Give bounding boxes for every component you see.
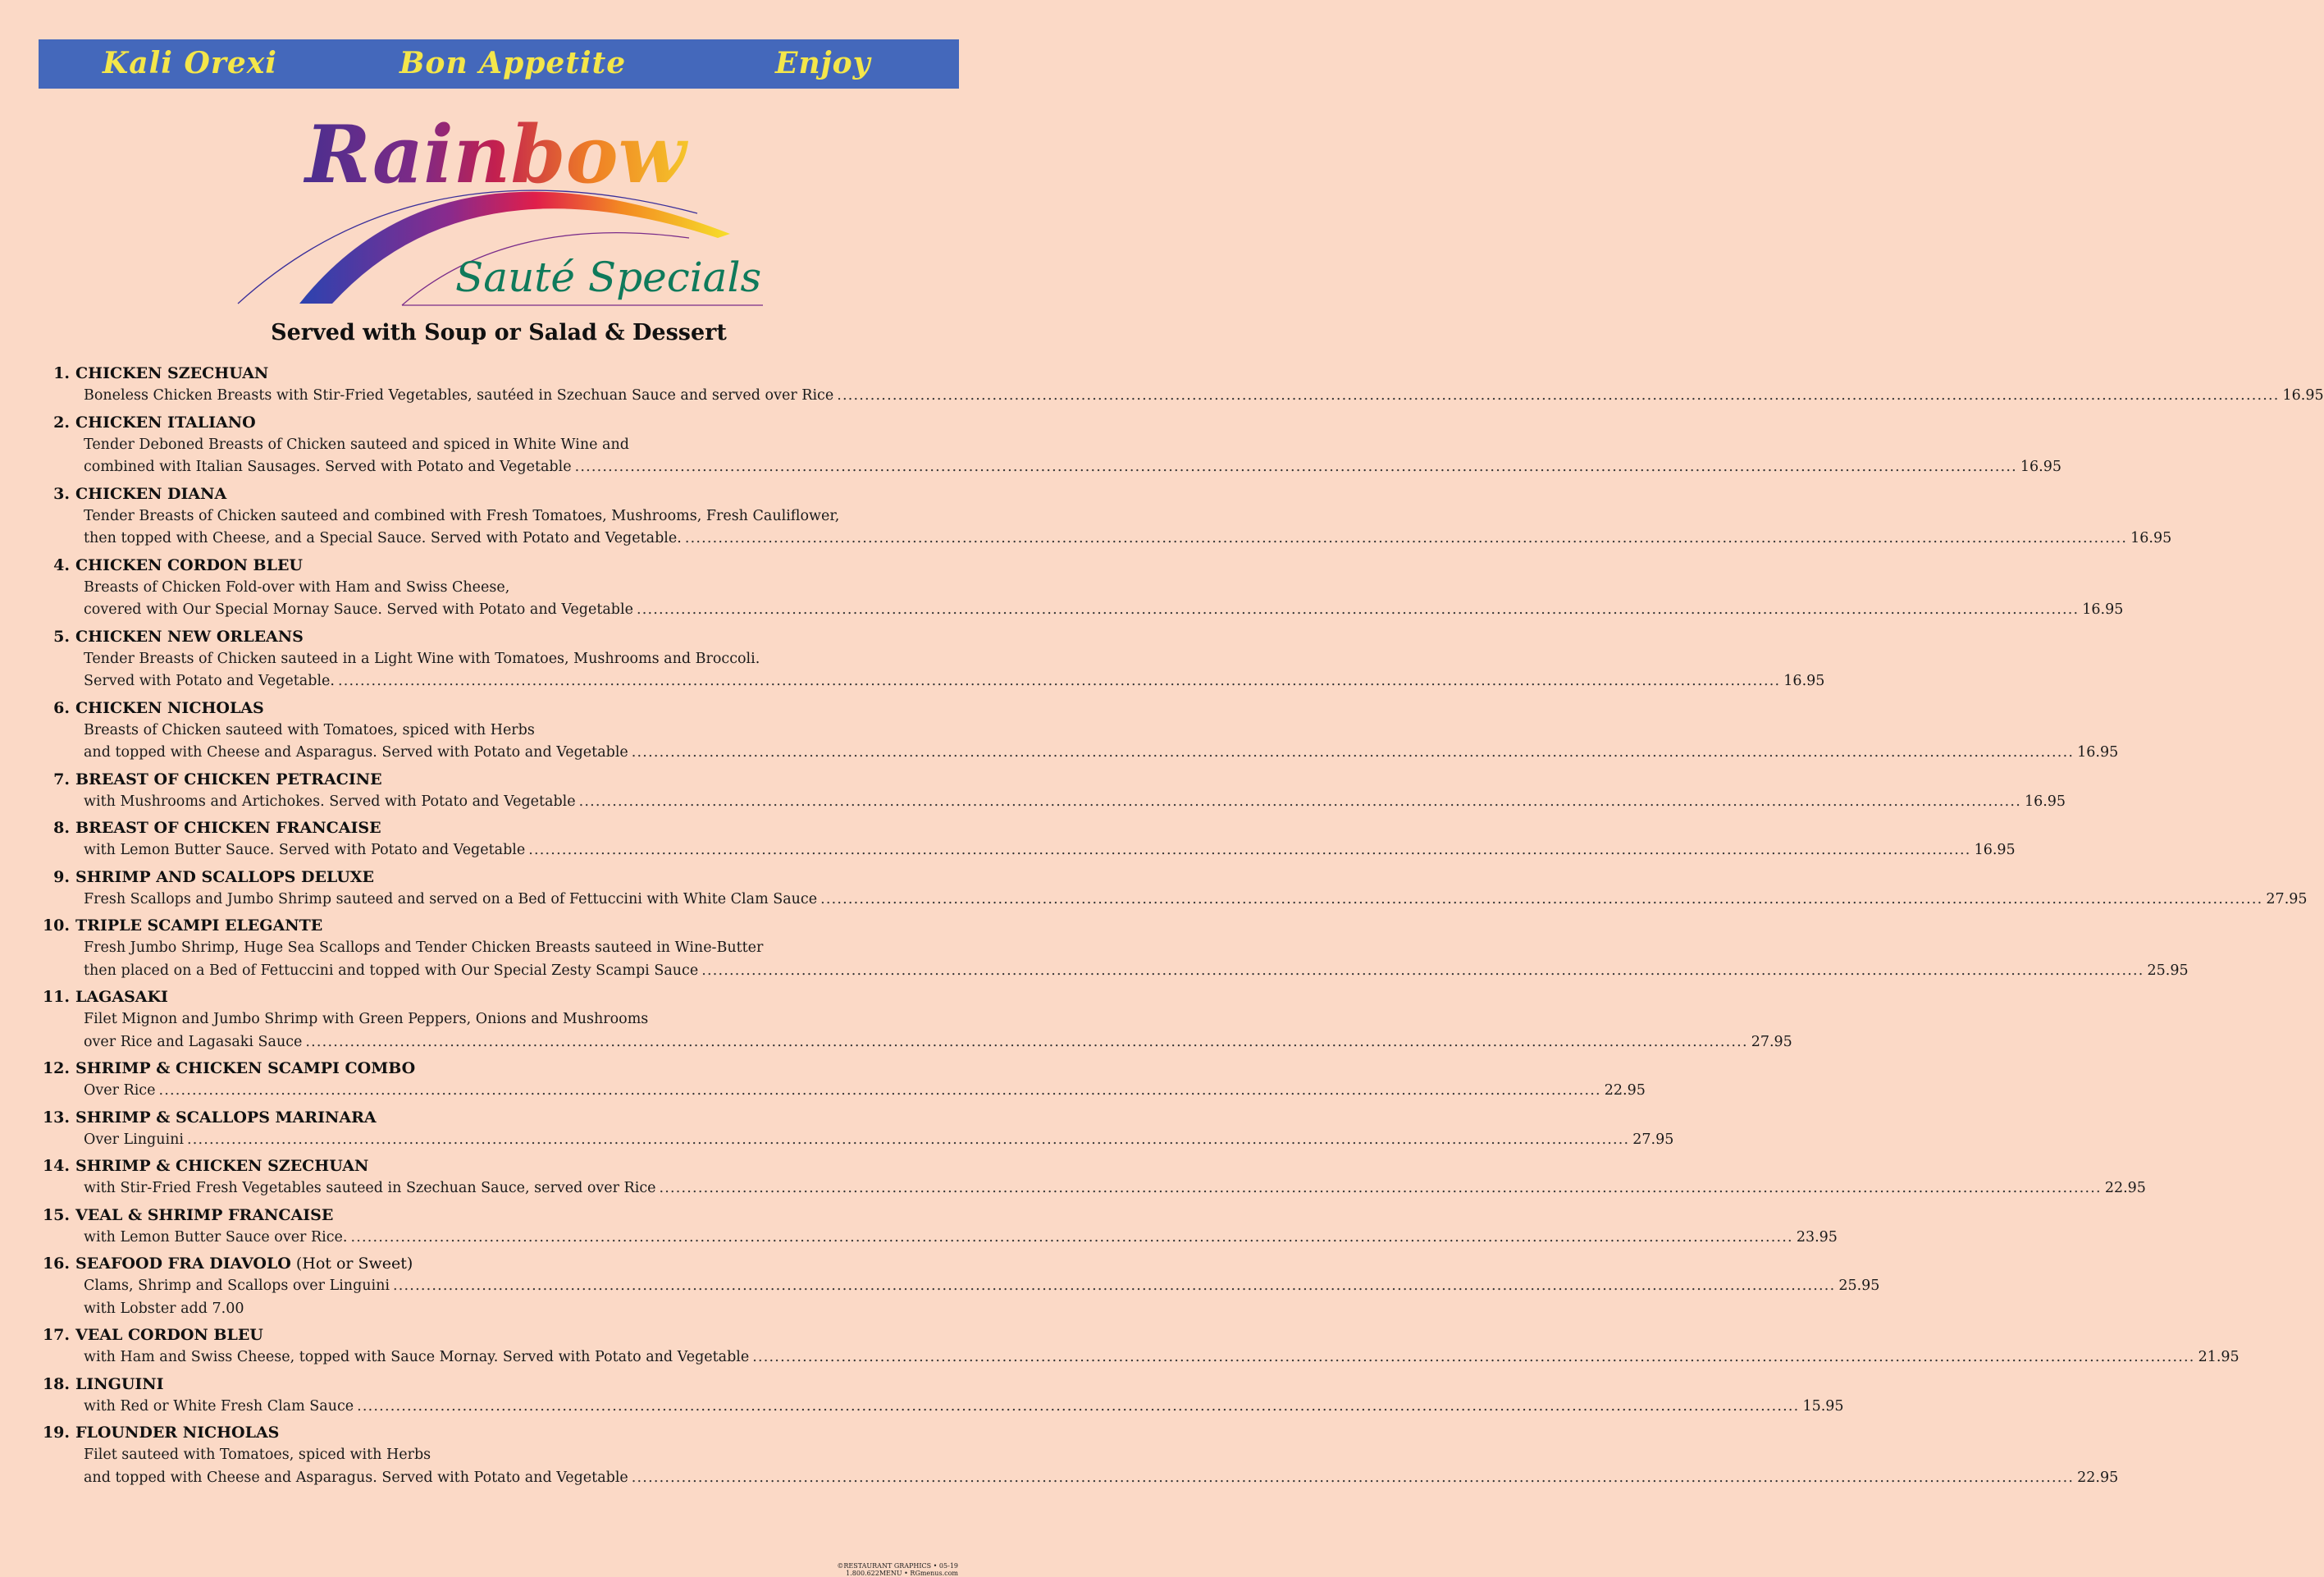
menu-item-price-line (39, 670, 1825, 693)
greeting-banner (39, 39, 959, 89)
banner-greeting-left: Kali Orexi (103, 46, 277, 80)
menu-item-price: 16.95 (1783, 673, 1825, 689)
menu-item-description: Breasts of Chicken Fold-over with Ham and Swiss Cheese, (84, 578, 510, 596)
dot-leader: .................................................................................................................................................................................................................................................................... (636, 601, 2080, 618)
menu-item-name: SHRIMP & SCALLOPS MARINARA (75, 1108, 377, 1127)
menu-item (39, 986, 1792, 1054)
dot-leader: .................................................................................................................................................................................................................................................................... (393, 1278, 1836, 1294)
dot-leader: .................................................................................................................................................................................................................................................................... (350, 1228, 1793, 1246)
menu-item-price-line (39, 1467, 2119, 1490)
menu-item (39, 769, 2066, 814)
rainbow-logo (230, 90, 771, 312)
menu-item-name: CHICKEN NICHOLAS (75, 698, 264, 717)
menu-item-price: 15.95 (1802, 1397, 1844, 1415)
menu-item-description: Tender Deboned Breasts of Chicken sauteed and spiced in White Wine and (84, 436, 629, 453)
menu-item-description: then topped with Cheese, and a Special Sauce. Served with Potato and Vegetable. (84, 530, 682, 546)
menu-item-heading (39, 1107, 959, 1129)
dot-leader: .................................................................................................................................................................................................................................................................... (337, 673, 1781, 689)
menu-item-description: and topped with Cheese and Asparagus. Served with Potato and Vegetable (84, 744, 628, 761)
menu-item-number: 14. (42, 1157, 70, 1175)
menu-item-price: 16.95 (1974, 842, 2016, 858)
menu-item-number: 2. (53, 413, 70, 432)
dot-leader: .................................................................................................................................................................................................................................................................... (701, 962, 2144, 979)
menu-item-price-line (39, 960, 2189, 983)
dot-leader: .................................................................................................................................................................................................................................................................... (752, 1349, 2195, 1365)
menu-item-price-line (39, 791, 2066, 814)
menu-item-description: Fresh Jumbo Shrimp, Huge Sea Scallops and Tender Chicken Breasts sauteed in Wine-Butter (84, 939, 764, 956)
menu-item-description: combined with Italian Sausages. Served with Potato and Vegetable (84, 459, 572, 475)
dot-leader: .................................................................................................................................................................................................................................................................... (305, 1033, 1748, 1050)
menu-item-price-line (39, 1396, 1844, 1419)
menu-item-price-line (39, 742, 2119, 765)
menu-item (39, 412, 2062, 479)
menu-item-description: then placed on a Bed of Fettuccini and topped with Our Special Zesty Scampi Sauce (84, 962, 699, 979)
menu-item-number: 5. (53, 627, 70, 646)
menu-item-price: 16.95 (2077, 744, 2119, 761)
dot-leader: .................................................................................................................................................................................................................................................................... (659, 1180, 2102, 1196)
menu-item-price-line (39, 1031, 1792, 1054)
menu-item-heading (39, 555, 959, 577)
menu-item-price-line (39, 385, 2324, 408)
menu-item-price: 23.95 (1796, 1228, 1838, 1246)
menu-item-name: CHICKEN DIANA (75, 484, 227, 503)
banner-greeting-center: Bon Appetite (400, 46, 627, 80)
dot-leader: .................................................................................................................................................................................................................................................................... (631, 1469, 2075, 1486)
menu-item-price-line (39, 839, 2016, 862)
dot-leader: .................................................................................................................................................................................................................................................................... (631, 744, 2075, 761)
menu-item-description: Filet sauteed with Tomatoes, spiced with Herbs (84, 1447, 431, 1463)
menu-item-number: 17. (42, 1326, 70, 1344)
menu-item-description: Served with Potato and Vegetable. (84, 673, 335, 689)
menu-item (39, 915, 2189, 982)
menu-item-description: with Stir-Fried Fresh Vegetables sauteed in Szechuan Sauce, served over Rice (84, 1180, 656, 1196)
menu-item-price: 16.95 (2082, 601, 2124, 618)
menu-item-description: Tender Breasts of Chicken sauteed in a Light Wine with Tomatoes, Mushrooms and Broccoli. (84, 650, 760, 667)
menu-item (39, 1374, 1844, 1419)
menu-item-price: 27.95 (1751, 1033, 1792, 1050)
menu-item-heading (39, 626, 959, 648)
menu-item-number: 4. (53, 555, 70, 574)
dot-leader: .................................................................................................................................................................................................................................................................... (357, 1397, 1800, 1415)
menu-subtitle: Served with Soup or Salad & Dessert (271, 320, 727, 345)
dot-leader: .................................................................................................................................................................................................................................................................... (158, 1082, 1601, 1099)
menu-item-price-line (39, 889, 2308, 912)
menu-item (39, 1253, 1880, 1320)
menu-item-price-line (39, 528, 2172, 551)
menu-item-number: 13. (42, 1108, 70, 1127)
menu-item-number: 10. (42, 916, 70, 935)
menu-item-heading (39, 412, 959, 434)
menu-item-name: LAGASAKI (75, 988, 168, 1006)
menu-item-name: LINGUINI (75, 1374, 164, 1393)
menu-item (39, 555, 2124, 622)
menu-item-number: 8. (53, 819, 70, 837)
menu-item-price: 27.95 (1632, 1131, 1674, 1148)
menu-item-price-line (39, 599, 2124, 622)
menu-item-name: SEAFOOD FRA DIAVOLO (75, 1255, 291, 1273)
menu-item (39, 1422, 2119, 1489)
menu-item-price: 16.95 (2024, 793, 2066, 810)
menu-item-price-line (39, 1346, 2240, 1369)
menu-item-name: TRIPLE SCAMPI ELEGANTE (75, 916, 323, 935)
logo-title: Rainbow (305, 108, 687, 201)
menu-item-description: Clams, Shrimp and Scallops over Linguini (84, 1278, 390, 1294)
footer-credit (837, 1562, 958, 1577)
menu-item-heading (39, 817, 959, 839)
menu-item-number: 12. (42, 1059, 70, 1077)
menu-item (39, 626, 1825, 693)
menu-item-price: 16.95 (2282, 387, 2324, 404)
menu-item-description: Fresh Scallops and Jumbo Shrimp sauteed and served on a Bed of Fettuccini with White Clam Sauce (84, 890, 818, 907)
banner-greeting-right: Enjoy (775, 46, 871, 80)
menu-item-price: 16.95 (2130, 530, 2172, 546)
menu-item-heading (39, 769, 959, 791)
menu-item-heading (39, 1422, 959, 1444)
menu-item-name: BREAST OF CHICKEN FRANCAISE (75, 819, 381, 837)
menu-item-price-line (39, 1177, 2146, 1200)
menu-item-heading (39, 915, 959, 937)
menu-item-heading (39, 1058, 959, 1080)
menu-item-name: CHICKEN NEW ORLEANS (75, 627, 304, 646)
menu-item-description: with Lemon Butter Sauce. Served with Potato and Vegetable (84, 842, 526, 858)
menu-item-name: BREAST OF CHICKEN PETRACINE (75, 770, 382, 788)
menu-item-name: SHRIMP & CHICKEN SCAMPI COMBO (75, 1059, 416, 1077)
menu-item-number: 9. (53, 867, 70, 886)
menu-item-name: SHRIMP AND SCALLOPS DELUXE (75, 867, 375, 886)
menu-item-description: and topped with Cheese and Asparagus. Served with Potato and Vegetable (84, 1469, 628, 1486)
menu-item-name: VEAL & SHRIMP FRANCAISE (75, 1205, 334, 1224)
dot-leader: .................................................................................................................................................................................................................................................................... (578, 793, 2021, 810)
menu-item-heading (39, 986, 959, 1008)
menu-item-number: 18. (42, 1374, 70, 1393)
menu-item-price-line (39, 1275, 1880, 1298)
dot-leader: .................................................................................................................................................................................................................................................................... (574, 459, 2017, 475)
menu-item-description: Filet Mignon and Jumbo Shrimp with Green Peppers, Onions and Mushrooms (84, 1011, 649, 1027)
menu-item-number: 16. (42, 1255, 70, 1273)
menu-item-price-line (39, 1129, 1674, 1152)
menu-item-name: CHICKEN SZECHUAN (75, 364, 269, 382)
dot-leader: .................................................................................................................................................................................................................................................................... (186, 1131, 1630, 1148)
menu-item-number: 15. (42, 1205, 70, 1224)
menu-item-heading (39, 1204, 959, 1227)
menu-item-price: 27.95 (2266, 890, 2308, 907)
menu-item-price-line (39, 1080, 1646, 1103)
menu-item (39, 1324, 2240, 1369)
menu-item (39, 1204, 1838, 1250)
menu-item-description: Boneless Chicken Breasts with Stir-Fried Vegetables, sautéed in Szechuan Sauce and served over Rice (84, 387, 834, 404)
menu-item-description: covered with Our Special Mornay Sauce. Served with Potato and Vegetable (84, 601, 633, 618)
menu-item-heading (39, 483, 959, 505)
menu-item-price: 25.95 (2147, 962, 2189, 979)
menu-list (39, 363, 2324, 1493)
menu-item-description: Over Linguini (84, 1131, 184, 1148)
menu-item-description: with Lemon Butter Sauce over Rice. (84, 1228, 348, 1246)
menu-item-number: 3. (53, 484, 70, 503)
menu-item-description: Over Rice (84, 1082, 156, 1099)
menu-item-name: VEAL CORDON BLEU (75, 1326, 263, 1344)
menu-item-name: CHICKEN CORDON BLEU (75, 555, 304, 574)
menu-item (39, 697, 2119, 765)
menu-item-heading (39, 1253, 959, 1275)
menu-item (39, 1107, 1674, 1152)
menu-item-number: 7. (53, 770, 70, 788)
menu-item-heading (39, 866, 959, 889)
menu-item-description: with Ham and Swiss Cheese, topped with Sauce Mornay. Served with Potato and Vegetable (84, 1349, 750, 1365)
menu-item-name: SHRIMP & CHICKEN SZECHUAN (75, 1157, 369, 1175)
logo-subtitle: Sauté Specials (455, 254, 762, 301)
menu-item-price-line (39, 456, 2062, 479)
menu-item-name: CHICKEN ITALIANO (75, 413, 256, 432)
menu-item-description: Tender Breasts of Chicken sauteed and combined with Fresh Tomatoes, Mushrooms, Fresh Cauliflower, (84, 507, 840, 524)
menu-item-name: FLOUNDER NICHOLAS (75, 1424, 280, 1442)
menu-item-price-line (39, 1227, 1838, 1250)
menu-item-description: with Mushrooms and Artichokes. Served with Potato and Vegetable (84, 793, 576, 810)
menu-item (39, 483, 2172, 551)
menu-item-price: 25.95 (1838, 1278, 1880, 1294)
menu-item (39, 1058, 1646, 1103)
footer-line-2: 1.800.622MENU • RGmenus.com (846, 1570, 958, 1577)
menu-item-description: with Red or White Fresh Clam Sauce (84, 1397, 354, 1415)
menu-item (39, 866, 2308, 912)
menu-item-number: 19. (42, 1424, 70, 1442)
menu-item (39, 363, 2324, 408)
menu-item-heading (39, 697, 959, 720)
menu-item-description: Breasts of Chicken sauteed with Tomatoes, spiced with Herbs (84, 721, 535, 738)
menu-item-heading (39, 363, 959, 385)
menu-item-number: 6. (53, 698, 70, 717)
dot-leader: .................................................................................................................................................................................................................................................................... (837, 387, 2280, 404)
footer-line-1: ©RESTAURANT GRAPHICS • 05-19 (837, 1562, 958, 1570)
menu-item-number: 1. (53, 364, 70, 382)
menu-item-price: 16.95 (2020, 459, 2062, 475)
dot-leader: .................................................................................................................................................................................................................................................................... (684, 530, 2128, 546)
dot-leader: .................................................................................................................................................................................................................................................................... (528, 842, 1971, 858)
menu-item-price: 21.95 (2198, 1349, 2240, 1365)
menu-item-price: 22.95 (2104, 1180, 2146, 1196)
menu-item (39, 817, 2016, 862)
menu-item-description: over Rice and Lagasaki Sauce (84, 1033, 303, 1050)
dot-leader: .................................................................................................................................................................................................................................................................... (820, 890, 2263, 907)
menu-item (39, 1155, 2146, 1200)
menu-item-heading (39, 1155, 959, 1177)
menu-item-price: 22.95 (1604, 1082, 1646, 1099)
menu-item-note: (Hot or Sweet) (295, 1255, 413, 1273)
menu-item-heading (39, 1374, 959, 1396)
menu-item-price: 22.95 (2077, 1469, 2119, 1486)
menu-item-number: 11. (42, 988, 70, 1006)
menu-item-addon: with Lobster add 7.00 (84, 1300, 244, 1317)
menu-item-heading (39, 1324, 959, 1346)
